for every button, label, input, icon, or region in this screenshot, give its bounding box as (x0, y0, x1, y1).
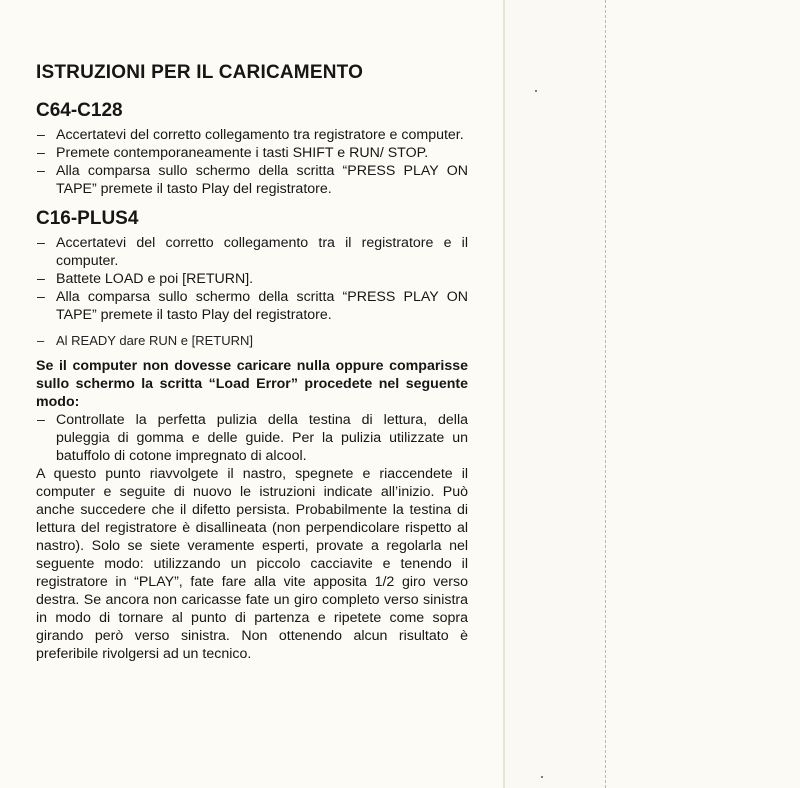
ready-step: – Al READY dare RUN e [RETURN] (36, 332, 468, 349)
list-item: – Premete contemporaneamente i tasti SHIFT e RUN/ STOP. (36, 144, 468, 162)
cleaning-list (36, 411, 468, 465)
print-speck (541, 776, 543, 778)
troubleshooting-paragraph: A questo punto riavvolgete il nastro, spegnete e riaccendete il computer e seguite di nuovo le istruzioni indicate all’inizio. Può anche succedere che il difetto persista. Probabilmente la testina di lettura del registratore è disallineata (non perpendicolare rispetto al nastro). Solo se siete veramente esperti, provate a regolarla nel seguente modo: utilizzando un piccolo cacciavite e tenendo il registratore in “PLAY”, fate fare alla vite apposita 1/2 giro verso destra. Se ancora non caricasse fate un giro completo verso sinistra in modo di tornare al punto di partenza e ripetete come sopra girando però verso sinistra. Non ottenendo alcun risultato è preferibile rivolgersi ad un tecnico. (36, 466, 468, 662)
list-item: – Controllate la perfetta pulizia della testina di lettura, della puleggia di gomma e delle guide. Per la pulizia utilizzate un batuffolo di cotone impregnato di alcool. (36, 411, 468, 465)
print-speck (535, 90, 537, 92)
c16-steps-list (36, 234, 468, 324)
list-item: – Accertatevi del corretto collegamento tra il registratore e il computer. (36, 234, 468, 270)
spine-panel (505, 0, 605, 788)
list-item: – Battete LOAD e poi [RETURN]. (36, 270, 468, 288)
list-item: – Alla comparsa sullo schermo della scritta “PRESS PLAY ON TAPE” premete il tasto Play del registratore. (36, 162, 468, 198)
list-item: – Accertatevi del corretto collegamento tra registratore e computer. (36, 126, 468, 144)
section-heading-c16: C16-PLUS4 (36, 208, 139, 229)
section-heading-c64: C64-C128 (36, 100, 123, 121)
c64-steps-list (36, 126, 468, 198)
page-title: ISTRUZIONI PER IL CARICAMENTO (36, 62, 364, 83)
list-item: – Alla comparsa sullo schermo della scritta “PRESS PLAY ON TAPE” premete il tasto Play del registratore. (36, 288, 468, 324)
instructions-content (36, 62, 468, 663)
blank-flap-panel (607, 0, 800, 788)
troubleshooting-intro: Se il computer non dovesse caricare nulla oppure comparisse sullo schermo la scritta “Load Error” procedete nel seguente modo: (36, 358, 468, 410)
